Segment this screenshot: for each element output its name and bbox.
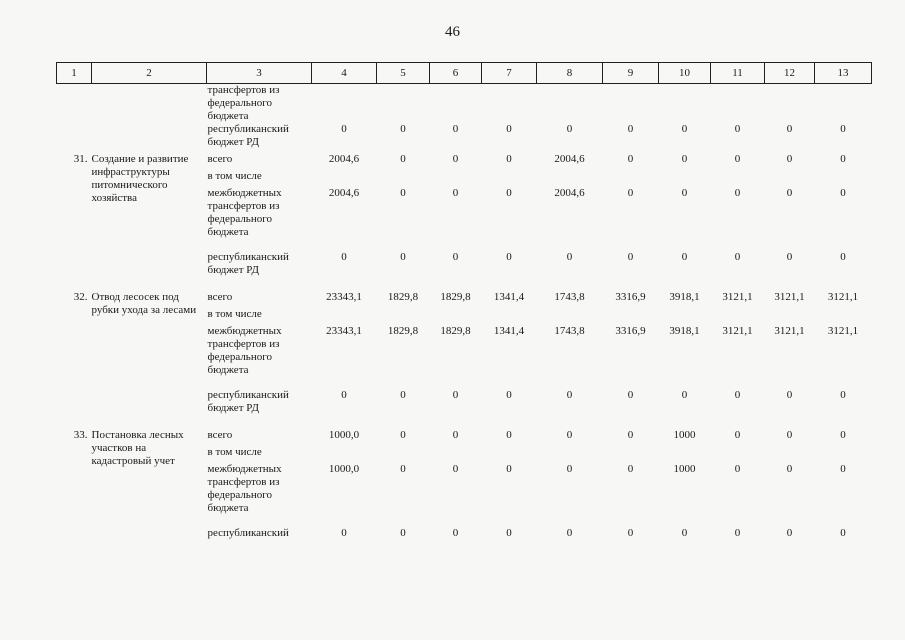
value-cell: 0 bbox=[840, 389, 846, 401]
value-cell: 0 bbox=[734, 251, 741, 263]
value-cell: 0 bbox=[840, 251, 846, 263]
item-name: Создание и развитие инфраструктуры питомнического хозяйства bbox=[91, 153, 189, 204]
value-cell: 1000,0 bbox=[328, 429, 360, 441]
column-header: 7 bbox=[482, 63, 537, 84]
value-cell: 0 bbox=[734, 123, 741, 135]
value-cell: 0 bbox=[786, 463, 793, 475]
column-header: 6 bbox=[430, 63, 482, 84]
value-cell: 0 bbox=[786, 389, 793, 401]
column-header: 5 bbox=[377, 63, 430, 84]
table-row bbox=[57, 291, 872, 308]
value-cell: 0 bbox=[840, 527, 846, 539]
value-cell: 3121,1 bbox=[827, 291, 859, 303]
table-cell bbox=[312, 308, 872, 325]
value-cell: 0 bbox=[734, 463, 741, 475]
value-cell: 0 bbox=[627, 527, 634, 539]
value-cell: 3121,1 bbox=[722, 291, 753, 303]
value-cell: 0 bbox=[627, 429, 634, 441]
value-cell: 3316,9 bbox=[615, 325, 646, 337]
value-cell: 0 bbox=[506, 463, 512, 475]
value-cell: 0 bbox=[400, 463, 406, 475]
value-cell: 1341,4 bbox=[493, 291, 525, 303]
value-cell: 0 bbox=[506, 429, 512, 441]
item-number: 31. bbox=[73, 153, 88, 165]
value-cell: 0 bbox=[400, 187, 406, 199]
value-cell: 0 bbox=[566, 527, 573, 539]
value-cell: 2004,6 bbox=[554, 153, 585, 165]
value-cell: 0 bbox=[566, 463, 573, 475]
table-row bbox=[57, 84, 872, 124]
table-cell bbox=[312, 84, 872, 124]
value-cell: 2004,6 bbox=[554, 187, 585, 199]
indicator-cell: республиканский bbox=[207, 527, 289, 539]
column-header: 11 bbox=[711, 63, 765, 84]
value-cell: 0 bbox=[786, 153, 793, 165]
value-cell: 1000 bbox=[673, 463, 696, 475]
table-cell bbox=[57, 123, 92, 149]
budget-table bbox=[56, 62, 872, 557]
value-cell: 23343,1 bbox=[326, 325, 362, 337]
indicator-cell: всего bbox=[207, 153, 233, 165]
value-cell: 0 bbox=[786, 251, 793, 263]
value-cell: 0 bbox=[566, 429, 573, 441]
value-cell: 1829,8 bbox=[440, 291, 471, 303]
table-row bbox=[57, 429, 872, 446]
value-cell: 0 bbox=[627, 251, 634, 263]
value-cell: 1829,8 bbox=[440, 325, 471, 337]
item-number: 32. bbox=[73, 291, 88, 303]
value-cell: 0 bbox=[566, 389, 573, 401]
value-cell: 1341,4 bbox=[493, 325, 525, 337]
value-cell: 0 bbox=[681, 389, 688, 401]
value-cell: 1743,8 bbox=[554, 325, 585, 337]
value-cell: 0 bbox=[341, 527, 347, 539]
value-cell: 0 bbox=[681, 251, 688, 263]
value-cell: 0 bbox=[786, 123, 793, 135]
value-cell: 3918,1 bbox=[669, 325, 700, 337]
value-cell: 0 bbox=[627, 389, 634, 401]
value-cell: 0 bbox=[627, 153, 634, 165]
value-cell: 1829,8 bbox=[387, 325, 419, 337]
value-cell: 0 bbox=[840, 187, 846, 199]
value-cell: 3316,9 bbox=[615, 291, 646, 303]
page-number: 46 bbox=[445, 24, 460, 40]
item-number: 33. bbox=[73, 429, 88, 441]
value-cell: 2004,6 bbox=[328, 187, 360, 199]
value-cell: 0 bbox=[506, 123, 512, 135]
indicator-cell: в том числе bbox=[207, 308, 262, 320]
value-cell: 0 bbox=[506, 389, 512, 401]
item-name: Постановка лесных участков на кадастровый учет bbox=[91, 429, 184, 467]
value-cell: 0 bbox=[681, 153, 688, 165]
table-row bbox=[57, 153, 872, 170]
value-cell: 0 bbox=[734, 527, 741, 539]
value-cell: 2004,6 bbox=[328, 153, 360, 165]
value-cell: 0 bbox=[681, 527, 688, 539]
value-cell: 0 bbox=[400, 429, 406, 441]
table-cell bbox=[312, 170, 872, 187]
indicator-cell: республиканский бюджет РД bbox=[207, 123, 289, 148]
value-cell: 23343,1 bbox=[326, 291, 362, 303]
column-header: 13 bbox=[815, 63, 872, 84]
value-cell: 1000,0 bbox=[328, 463, 360, 475]
indicator-cell: трансфертов из федерального бюджета bbox=[207, 84, 280, 122]
value-cell: 0 bbox=[452, 527, 459, 539]
value-cell: 3121,1 bbox=[774, 291, 805, 303]
indicator-cell: республиканский бюджет РД bbox=[207, 251, 289, 276]
value-cell: 0 bbox=[506, 527, 512, 539]
column-header: 3 bbox=[207, 63, 312, 84]
column-header: 4 bbox=[312, 63, 377, 84]
value-cell: 0 bbox=[506, 251, 512, 263]
value-cell: 1000 bbox=[673, 429, 696, 441]
indicator-cell: межбюджетных трансфертов из федерального бюджета bbox=[207, 463, 282, 514]
value-cell: 0 bbox=[506, 187, 512, 199]
value-cell: 0 bbox=[400, 153, 406, 165]
value-cell: 0 bbox=[452, 187, 459, 199]
value-cell: 0 bbox=[506, 153, 512, 165]
value-cell: 0 bbox=[734, 187, 741, 199]
value-cell: 0 bbox=[400, 251, 406, 263]
table-header bbox=[57, 63, 872, 84]
indicator-cell: межбюджетных трансфертов из федерального бюджета bbox=[207, 187, 282, 238]
column-header: 8 bbox=[537, 63, 603, 84]
value-cell: 0 bbox=[341, 389, 347, 401]
value-cell: 0 bbox=[452, 389, 459, 401]
value-cell: 1743,8 bbox=[554, 291, 585, 303]
column-header: 1 bbox=[57, 63, 92, 84]
value-cell: 0 bbox=[786, 187, 793, 199]
value-cell: 0 bbox=[681, 187, 688, 199]
column-header: 2 bbox=[92, 63, 207, 84]
indicator-cell: межбюджетных трансфертов из федерального бюджета bbox=[207, 325, 282, 376]
table-body bbox=[57, 84, 872, 558]
indicator-cell: всего bbox=[207, 429, 233, 441]
value-cell: 0 bbox=[627, 187, 634, 199]
value-cell: 0 bbox=[734, 389, 741, 401]
value-cell: 0 bbox=[452, 251, 459, 263]
value-cell: 0 bbox=[627, 123, 634, 135]
value-cell: 0 bbox=[840, 463, 846, 475]
value-cell: 0 bbox=[734, 429, 741, 441]
indicator-cell: в том числе bbox=[207, 170, 262, 182]
value-cell: 0 bbox=[452, 429, 459, 441]
value-cell: 3121,1 bbox=[774, 325, 805, 337]
value-cell: 0 bbox=[734, 153, 741, 165]
value-cell: 0 bbox=[627, 463, 634, 475]
value-cell: 0 bbox=[400, 123, 406, 135]
header-row bbox=[57, 63, 872, 84]
table-row bbox=[57, 123, 872, 149]
value-cell: 0 bbox=[840, 123, 846, 135]
value-cell: 1829,8 bbox=[387, 291, 419, 303]
value-cell: 0 bbox=[400, 389, 406, 401]
value-cell: 3121,1 bbox=[827, 325, 859, 337]
table-cell bbox=[92, 123, 207, 149]
indicator-cell: республиканский бюджет РД bbox=[207, 389, 289, 414]
indicator-cell: в том числе bbox=[207, 446, 262, 458]
value-cell: 0 bbox=[840, 153, 846, 165]
value-cell: 0 bbox=[341, 251, 347, 263]
value-cell: 3121,1 bbox=[722, 325, 753, 337]
column-header: 10 bbox=[659, 63, 711, 84]
value-cell: 0 bbox=[786, 527, 793, 539]
value-cell: 0 bbox=[341, 123, 347, 135]
value-cell: 0 bbox=[681, 123, 688, 135]
item-name: Отвод лесосек под рубки ухода за лесами bbox=[91, 291, 197, 316]
column-header: 12 bbox=[765, 63, 815, 84]
value-cell: 0 bbox=[840, 429, 846, 441]
value-cell: 0 bbox=[452, 153, 459, 165]
value-cell: 3918,1 bbox=[669, 291, 700, 303]
column-header: 9 bbox=[603, 63, 659, 84]
table-cell bbox=[92, 84, 207, 124]
value-cell: 0 bbox=[786, 429, 793, 441]
value-cell: 0 bbox=[566, 123, 573, 135]
indicator-cell: всего bbox=[207, 291, 233, 303]
value-cell: 0 bbox=[566, 251, 573, 263]
value-cell: 0 bbox=[452, 123, 459, 135]
table-cell bbox=[312, 446, 872, 463]
table-cell bbox=[57, 84, 92, 124]
value-cell: 0 bbox=[452, 463, 459, 475]
value-cell: 0 bbox=[400, 527, 406, 539]
